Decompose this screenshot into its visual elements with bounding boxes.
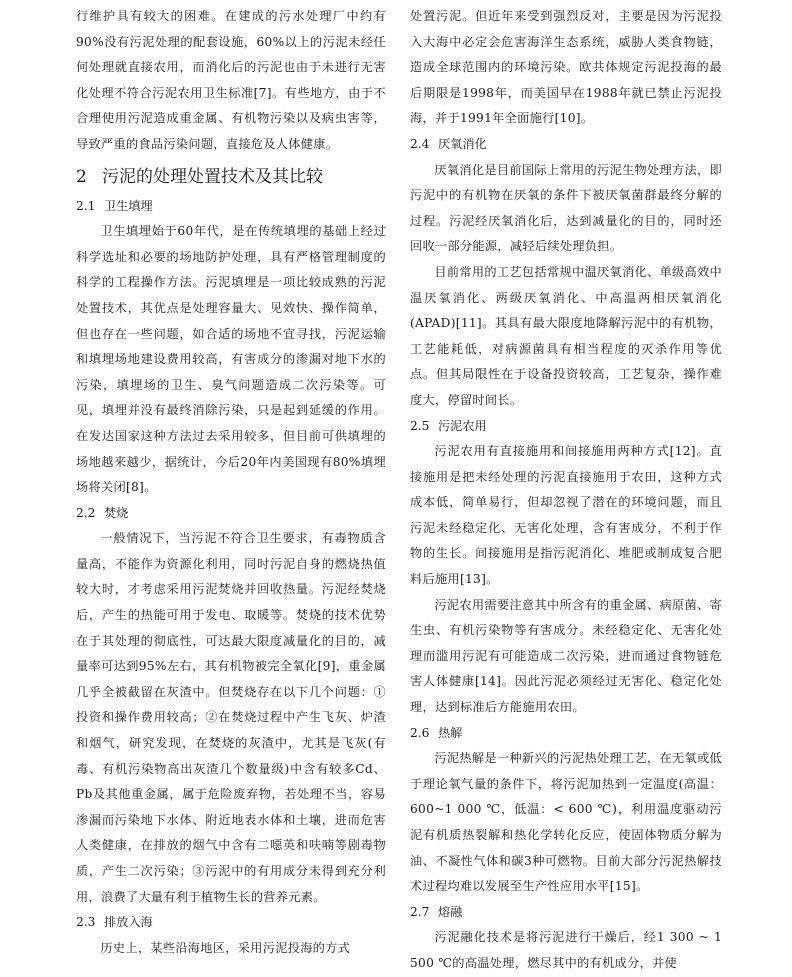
paragraph-agricultural-1: 污泥农用有直接施用和间接施用两种方式[12]。直接施用是把未经处理的污泥直接施用于农田，这种方式成本低，简单易行，但却忽视了潜在的环境问题，而且污泥未经稳定化、无害化处理，含有害成分，不利于作物的生长。间接施用是指污泥消化、堆肥或制成复合肥料后施用[13]。 [410,444,722,587]
section-number: 2 [76,166,87,187]
left-column [76,4,386,961]
subsection-title: 排放入海 [104,915,153,930]
paragraph-intro-continued: 行维护具有较大的困难。在建成的污水处理厂中约有90%没有污泥处理的配套设施，60%以上的污泥未经任何处理就直接农用，而消化后的污泥也由于未进行无害化处理不符合污泥农用卫生标准[7]。有些地方，由于不合理使用污泥造成重金属、有机物污染以及病虫害等，导致严重的食品污染问题，直接危及人体健康。 [76,9,386,151]
subsection-heading-2-5 [410,414,722,440]
subsection-number: 2.6 [410,725,430,740]
subsection-title: 污泥农用 [438,418,487,433]
section-heading-2 [76,162,386,192]
paragraph-anaerobic-2: 目前常用的工艺包括常规中温厌氧消化、单级高效中温厌氧消化、两级厌氧消化、中高温两相厌氧消化(APAD)[11]。其具有最大限度地降解污泥中的有机物，工艺能耗低，对病源菌具有相当程度的灭杀作用等优点。但其局限性在于设备投资较高，工艺复杂，操作难度大，停留时间长。 [410,264,722,407]
paragraph-landfill: 卫生填埋始于60年代，是在传统填埋的基础上经过科学选址和必要的场地防护处理，具有严格管理制度的科学的工程操作方法。污泥填埋是一项比较成熟的污泥处置技术，其优点是处理容量大、见效快、操作简单，但也存在一些问题，如合适的场地不宜寻找，污泥运输和填埋场地建设费用较高，有害成分的渗漏对地下水的污染，填埋场的卫生、臭气问题造成二次污染等。可见，填埋并没有最终消除污染，只是起到延缓的作用。在发达国家这种方法过去采用较多，但目前可供填埋的场地越来越少，据统计，今后20年内美国现有80%填埋场将关闭[8]。 [76,224,386,495]
subsection-heading-2-7 [410,900,722,926]
paragraph-sea-disposal-continued: 处置污泥。但近年来受到强烈反对，主要是因为污泥投入大海中必定会危害海洋生态系统，威胁人类食物链，造成全球范围内的环境污染。欧共体规定污泥投海的最后期限是1998年，而美国早在1988年就已禁止污泥投海，并于1991年全面施行[10]。 [410,9,722,126]
paragraph-sea-disposal: 历史上，某些沿海地区，采用污泥投海的方式 [100,940,351,955]
subsection-heading-2-4 [410,132,722,158]
subsection-heading-2-3 [76,910,386,936]
subsection-title: 热解 [438,725,463,740]
subsection-number: 2.1 [76,198,96,213]
paragraph-incineration: 一般情况下，当污泥不符合卫生要求，有毒物质含量高，不能作为资源化利用，同时污泥自身的燃烧热值较大时，才考虑采用污泥焚烧并回收热量。污泥经焚烧后，产生的热能可用于发电、取暖等。焚烧的技术优势在于其处理的彻底性，可达最大限度减量化的目的，减量率可达到95%左右，其有机物被完全氧化[9]，重金属几乎全被截留在灰渣中。但焚烧存在以下几个问题：①投资和操作费用较高；②在焚烧过程中产生飞灰、炉渣和烟气，研究发现，在焚烧的灰渣中，尤其是飞灰(有毒、有机污染物高出灰渣几个数量级)中含有较多Cd、Pb及其他重金属，属于危险废弃物，若处理不当，容易渗漏而污染地下水体、附近地表水体和土壤，进而危害人类健康，在排放的烟气中含有二噁英和呋喃等剧毒物质，产生二次污染；③污泥中的有用成分未得到充分利用，浪费了大量有利于植物生长的营养元素。 [76,531,386,904]
subsection-heading-2-2 [76,501,386,527]
subsection-number: 2.5 [410,418,430,433]
subsection-title: 厌氧消化 [438,136,487,151]
right-column [410,4,722,977]
subsection-title: 卫生填埋 [104,198,153,213]
subsection-number: 2.7 [410,904,430,919]
paragraph-agricultural-2: 污泥农用需要注意其中所含有的重金属、病原菌、寄生虫、有机污染物等有害成分。未经稳定化、无害化处理而滥用污泥有可能造成二次污染，进而通过食物链危害人体健康[14]。因此污泥必须经过无害化、稳定化处理，达到标准后方能施用农田。 [410,597,722,715]
subsection-title: 焚烧 [104,505,129,520]
paragraph-anaerobic-1: 厌氧消化是目前国际上常用的污泥生物处理方法，即污泥中的有机物在厌氧的条件下被厌氧菌群最终分解的过程。污泥经厌氧消化后，达到减量化的目的，同时还回收一部分能源，减轻后续处理负担。 [410,162,722,254]
subsection-number: 2.4 [410,136,430,151]
subsection-title: 熔融 [438,904,463,919]
subsection-number: 2.3 [76,915,96,930]
subsection-heading-2-6 [410,721,722,747]
paragraph-melting: 污泥融化技术是将污泥进行干燥后，经1 300 ~ 1 500 ℃的高温处理，燃尽其中的有机成分，并使 [410,930,722,970]
subsection-number: 2.2 [76,505,96,520]
subsection-heading-2-1 [76,194,386,220]
section-title: 污泥的处理处置技术及其比较 [102,166,323,187]
paragraph-pyrolysis: 污泥热解是一种新兴的污泥热处理工艺，在无氧或低于理论氧气量的条件下，将污泥加热到一定温度(高温：600~1 000 ℃，低温：< 600 ℃)，利用温度驱动污泥有机质热裂解和热化学转化反应，使固体物质分解为油、不凝性气体和碳3种可燃物。目前大部分污泥热解技术过程均难以发展至生产性应用水平[15]。 [410,751,722,894]
